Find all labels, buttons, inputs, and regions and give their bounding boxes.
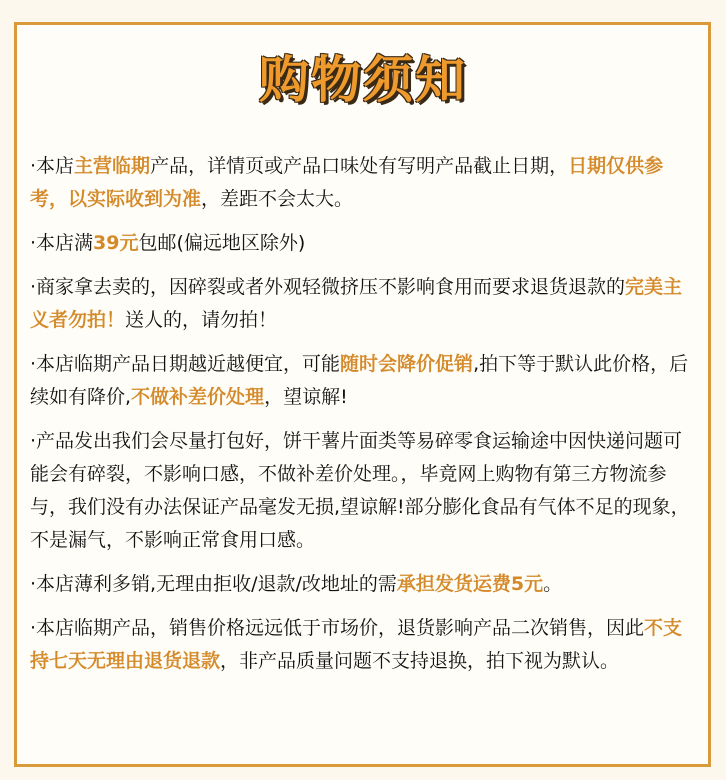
notice-item <box>30 568 698 601</box>
notice-text: ,拍下等于默认此价格，后续如有降价, <box>30 353 689 408</box>
highlight-text: 39元 <box>93 232 139 254</box>
highlight-text: 不支持七天无理由退货退款 <box>30 617 683 672</box>
notice-item <box>30 425 698 557</box>
notice-item <box>30 271 698 337</box>
notice-text: ，差距不会太大。 <box>201 188 354 210</box>
notice-text: ·商家拿去卖的，因碎裂或者外观轻微挤压不影响食用而要求退货退款的 <box>30 276 626 298</box>
notice-text: ·本店薄利多销,无理由拒收/退款/改地址的需 <box>30 573 397 595</box>
notice-text: 产品，详情页或产品口味处有写明产品截止日期， <box>150 155 569 177</box>
highlight-text: 日期仅供参考，以实际收到为准 <box>30 155 664 210</box>
notice-text: 送人的，请勿拍！ <box>125 309 278 331</box>
notice-item <box>30 348 698 414</box>
notice-text: 。 <box>543 573 563 595</box>
notice-item <box>30 227 698 260</box>
highlight-text: 主营临期 <box>74 155 151 177</box>
notice-item <box>30 612 698 678</box>
highlight-text: 完美主义者勿拍！ <box>30 276 683 331</box>
notice-text: ·产品发出我们会尽量打包好，饼干薯片面类等易碎零食运输途中因快递问题可能会有碎裂，不影响口感，不做补差价处理。，毕竟网上购物有第三方物流参与，我们没有办法保证产品毫发无损,望谅解!部分膨化食品有气体不足的现象，不是漏气，不影响正常食用口感。 <box>30 430 690 551</box>
notice-text: 包邮(偏远地区除外) <box>138 232 306 254</box>
notice-text: ，望谅解! <box>264 386 348 408</box>
notice-text: ·本店满 <box>30 232 94 254</box>
page-title: 购物须知 <box>259 51 467 109</box>
highlight-text: 不做补差价处理 <box>131 386 265 408</box>
notice-text: ·本店 <box>30 155 75 177</box>
notice-text: ·本店临期产品，销售价格远远低于市场价，退货影响产品二次销售，因此 <box>30 617 645 639</box>
notice-text: ，非产品质量问题不支持退换，拍下视为默认。 <box>220 650 620 672</box>
notice-text: ·本店临期产品日期越近越便宜，可能 <box>30 353 341 375</box>
highlight-text: 承担发货运费5元 <box>396 573 544 595</box>
notice-list <box>30 150 698 689</box>
notice-item <box>30 150 698 216</box>
highlight-text: 随时会降价促销 <box>340 353 474 375</box>
